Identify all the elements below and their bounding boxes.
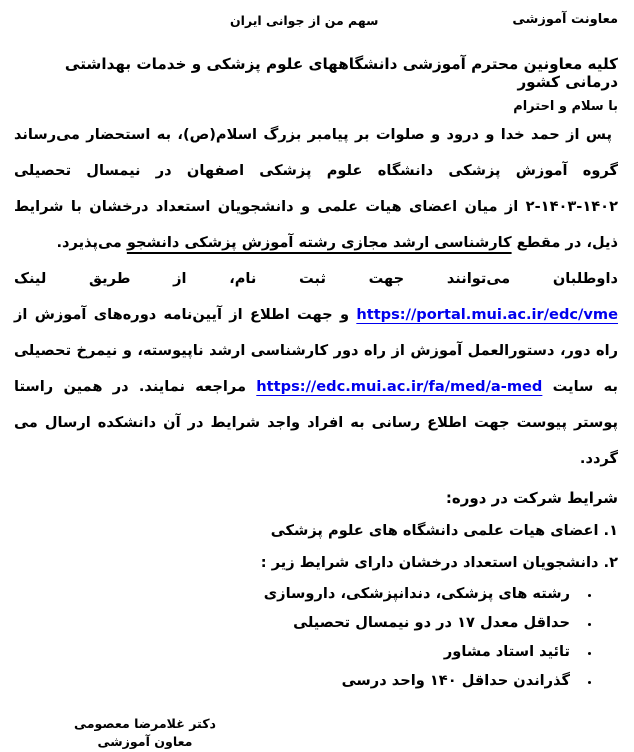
- list-item: • رشته های پزشکی، دندانپزشکی، داروسازی: [14, 584, 578, 604]
- paragraph-intro: [14, 117, 618, 261]
- registration-text-1: داوطلبان می‌توانند جهت ثبت نام، از طریق لینک: [14, 270, 618, 287]
- info-site-link[interactable]: https://edc.mui.ac.ir/fa/med/a-med: [256, 378, 543, 395]
- signature-block: [74, 715, 216, 752]
- registration-text-2: و جهت اطلاع از آیین‌نامه دوره‌های آموزش از راه دور، دستورالعمل آموزش از راه دور کارشناسی ارشد ناپیوسته، و نیمرخ تحصیلی به سایت: [14, 306, 618, 395]
- list-item: • حداقل معدل ۱۷ در دو نیمسال تحصیلی: [14, 613, 578, 633]
- conditions-heading: شرایط شرکت در دوره:: [445, 489, 618, 507]
- registration-link[interactable]: https://portal.mui.ac.ir/edc/vme: [356, 306, 618, 323]
- list-item: • گذراندن حداقل ۱۴۰ واحد درسی: [14, 671, 578, 691]
- signer-title: معاون آموزشی: [97, 734, 193, 750]
- signer-name: دکتر غلامرضا معصومی: [74, 716, 216, 731]
- intro-tail: می‌پذیرد.: [56, 234, 127, 251]
- header: [14, 12, 618, 31]
- paragraph-registration: [14, 261, 618, 477]
- condition-item-students: ۲. دانشجویان استعداد درخشان دارای شرایط زیر :: [260, 554, 618, 571]
- program-name-underlined: کارشناسی ارشد مجازی رشته آموزش پزشکی دانشجو: [126, 234, 512, 251]
- list-item: • تائید استاد مشاور: [14, 642, 578, 662]
- condition-item-faculty: ۱. اعضای هیات علمی دانشگاه های علوم پزشکی: [270, 522, 618, 539]
- salutation: با سلام و احترام: [513, 99, 618, 114]
- recipient-line: کلیه معاونین محترم آموزشی دانشگاههای علوم پزشکی و خدمات بهداشتی درمانی کشور: [64, 55, 618, 91]
- registration-text-3: مراجعه نمایند. در همین راستا پوستر پیوست جهت اطلاع رسانی به افراد واجد شرایط در آن دانشکده ارسال می گردد.: [14, 378, 618, 467]
- header-department: معاونت آموزشی: [512, 12, 618, 27]
- condition-bullets: [14, 584, 578, 691]
- intro-text: پس از حمد خدا و درود و صلوات بر پیامبر بزرگ اسلام(ص)، به استحضار می‌رساند گروه آموزش پزشکی دانشگاه علوم پزشکی اصفهان در نیمسال تحصیلی ۱۴۰۲-۱۴۰۳-۲ از میان اعضای هیات علمی و دانشجویان استعداد درخشان با شرایط ذیل، در مقطع: [14, 126, 618, 251]
- header-slogan: سهم من از جوانی ایران: [230, 13, 379, 28]
